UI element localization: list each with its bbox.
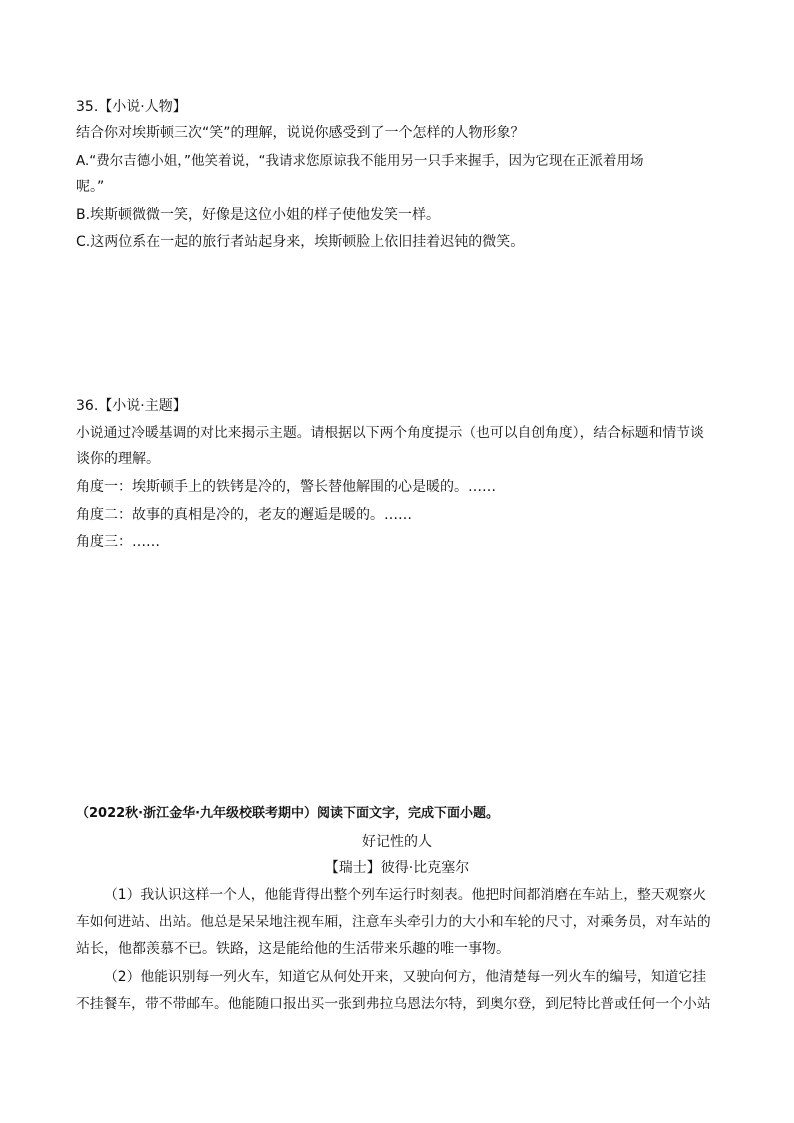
passage-author: 【瑞士】彼得·比克塞尔 <box>324 860 470 876</box>
question-35-option-a-line1: A.“费尔吉德小姐，”他笑着说，“我请求您原谅我不能用另一只手来握手，因为它现在正派着用场 <box>76 153 644 169</box>
question-36-angle-2: 角度二：故事的真相是冷的，老友的邂逅是暖的。…… <box>76 507 412 523</box>
question-35-header: 35.【小说·人物】 <box>76 99 187 115</box>
question-36-prompt-line1: 小说通过冷暖基调的对比来揭示主题。请根据以下两个角度提示（也可以自创角度），结合标题和情节谈 <box>76 425 704 441</box>
passage-title: 好记性的人 <box>362 834 432 850</box>
paragraph-1-line2: 车如何进站、出站。他总是呆呆地注视车厢，注意车头牵引力的大小和车轮的尺寸，对乘务员，对车站的 <box>76 914 711 930</box>
passage-source: （2022秋·浙江金华·九年级校联考期中）阅读下面文字，完成下面小题。 <box>76 806 500 821</box>
question-36-angle-1: 角度一：埃斯顿手上的铁铐是冷的，警长替他解围的心是暖的。…… <box>76 479 496 495</box>
question-35-prompt: 结合你对埃斯顿三次“笑”的理解，说说你感受到了一个怎样的人物形象？ <box>76 125 525 141</box>
question-36-prompt-line2: 谈你的理解。 <box>76 451 160 467</box>
question-35-option-a-line2: 呢。” <box>76 179 105 195</box>
question-35-option-b: B.埃斯顿微微一笑，好像是这位小姐的样子使他发笑一样。 <box>76 207 441 223</box>
paragraph-1-line3: 站长，他都羡慕不已。铁路，这是能给他的生活带来乐趣的唯一事物。 <box>76 941 510 957</box>
paragraph-2-line1: （2）他能识别每一列火车，知道它从何处开来，又驶向何方，他清楚每一列火车的编号，知道它挂 <box>104 969 707 985</box>
question-36-header: 36.【小说·主题】 <box>76 398 187 414</box>
paragraph-2-line2: 不挂餐车，带不带邮车。他能随口报出买一张到弗拉乌恩法尔特，到奥尔登，到尼特比普或任何一个小站 <box>76 996 711 1012</box>
question-36-angle-3: 角度三：…… <box>76 534 160 550</box>
paragraph-1-line1: （1）我认识这样一个人，他能背得出整个列车运行时刻表。他把时间都消磨在车站上，整天观察火 <box>104 887 707 903</box>
question-35-option-c: C.这两位系在一起的旅行者站起身来，埃斯顿脸上依旧挂着迟钝的微笑。 <box>76 234 525 250</box>
